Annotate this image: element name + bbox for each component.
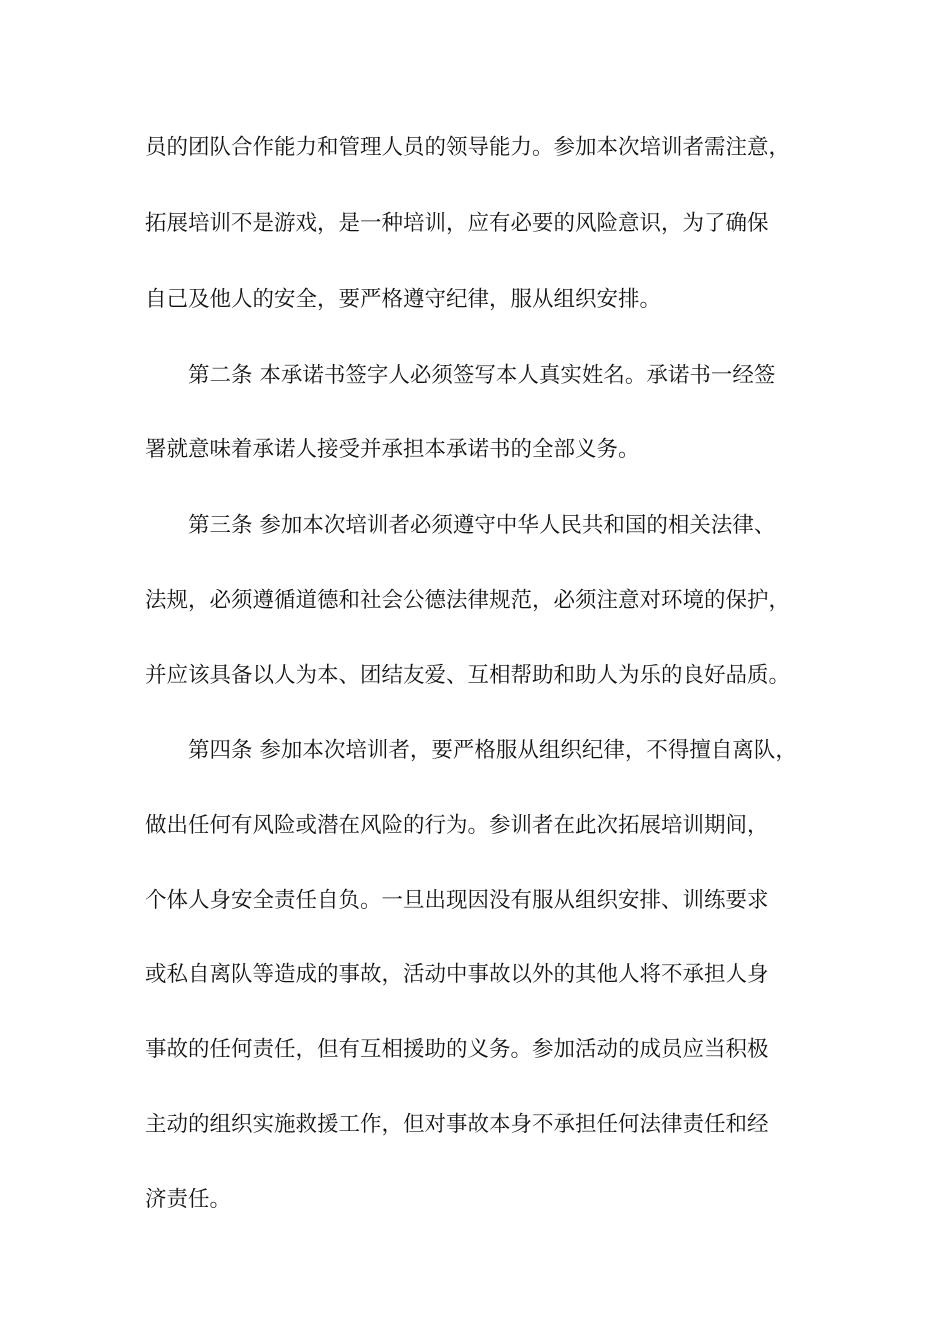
article-3-first-line: 第三条 参加本次培训者必须遵守中华人民共和国的相关法律、	[188, 513, 776, 538]
article-2-first-line: 第二条 本承诺书签字人必须签写本人真实姓名。承诺书一经签	[188, 363, 776, 388]
paragraph-line: 拓展培训不是游戏，是一种培训，应有必要的风险意识，为了确保	[145, 211, 769, 236]
article-4-first-line: 第四条 参加本次培训者，要严格服从组织纪律，不得擅自离队，	[188, 738, 797, 763]
paragraph-line: 自己及他人的安全，要严格遵守纪律，服从组织安排。	[145, 287, 662, 312]
paragraph-line: 做出任何有风险或潜在风险的行为。参训者在此次拓展培训期间，	[145, 813, 769, 838]
paragraph-line: 事故的任何责任，但有互相援助的义务。参加活动的成员应当积极	[145, 1037, 769, 1062]
paragraph-line: 济责任。	[145, 1187, 232, 1212]
paragraph-line: 或私自离队等造成的事故，活动中事故以外的其他人将不承担人身	[145, 962, 769, 987]
paragraph-line: 个体人身安全责任自负。一旦出现因没有服从组织安排、训练要求	[145, 888, 769, 913]
paragraph-line: 署就意味着承诺人接受并承担本承诺书的全部义务。	[145, 437, 640, 462]
paragraph-line: 并应该具备以人为本、团结友爱、互相帮助和助人为乐的良好品质。	[145, 663, 791, 688]
paragraph-line: 法规，必须遵循道德和社会公德法律规范，必须注意对环境的保护，	[145, 588, 791, 613]
paragraph-line: 主动的组织实施救援工作，但对事故本身不承担任何法律责任和经	[145, 1112, 769, 1137]
paragraph-line: 员的团队合作能力和管理人员的领导能力。参加本次培训者需注意，	[145, 135, 791, 160]
